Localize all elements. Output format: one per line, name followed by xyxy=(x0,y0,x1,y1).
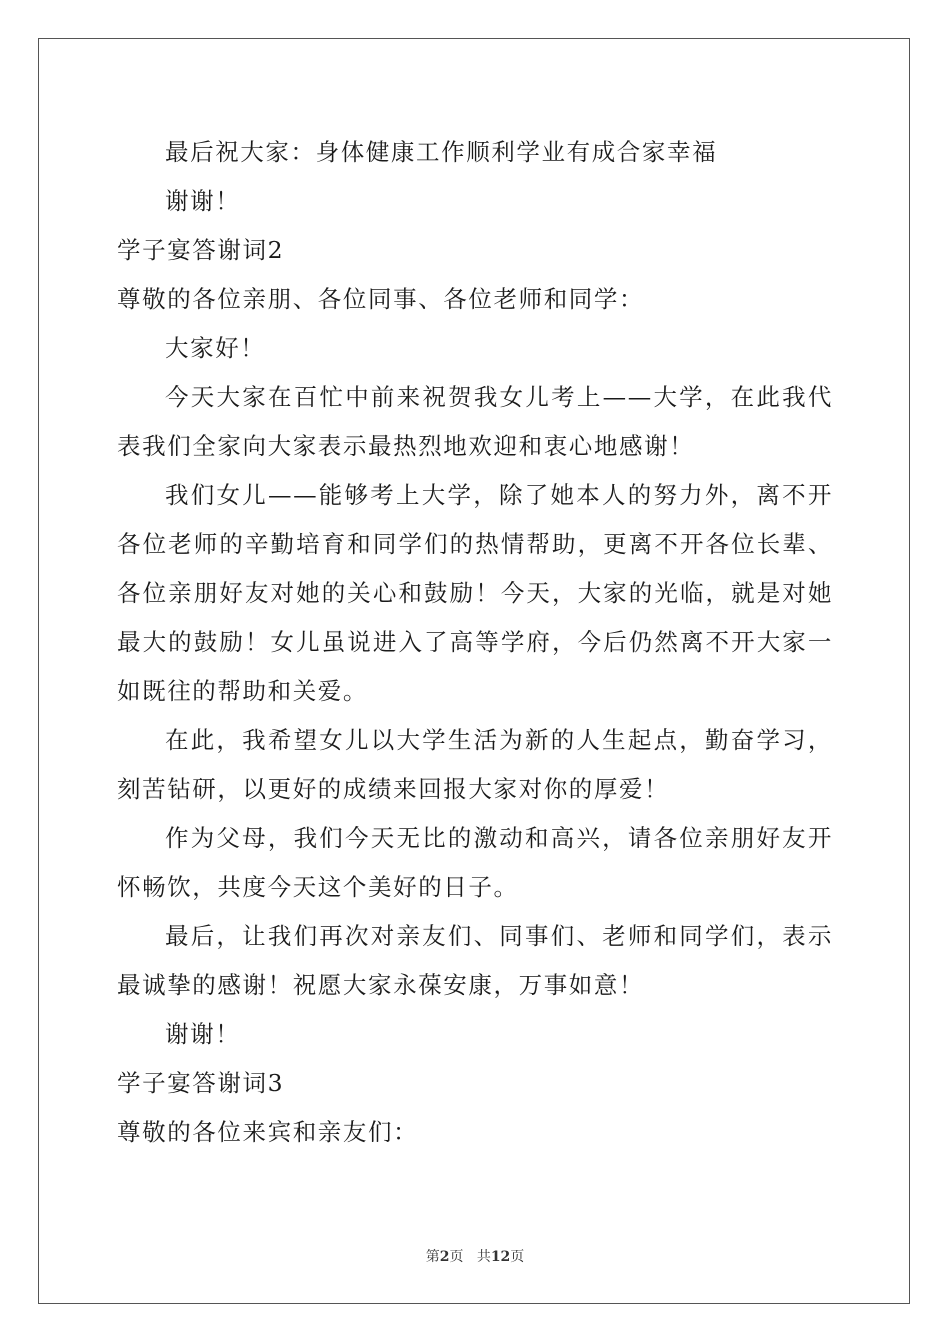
paragraph-hope: 在此，我希望女儿以大学生活为新的人生起点，勤奋学习，刻苦钻研，以更好的成绩来回报大家对你的厚爱！ xyxy=(117,726,833,803)
footer-prefix: 第 xyxy=(425,1249,440,1265)
paragraph-final-thanks: 最后，让我们再次对亲友们、同事们、老师和同学们，表示最诚挚的感谢！祝愿大家永葆安康，万事如意！ xyxy=(117,922,833,999)
footer-current-page: 2 xyxy=(439,1249,450,1265)
paragraph-salutation: 尊敬的各位亲朋、各位同事、各位老师和同学： xyxy=(117,285,645,313)
paragraph-thanks: 谢谢！ xyxy=(165,187,241,215)
footer-total-suffix: 页 xyxy=(510,1249,525,1265)
paragraph-greeting: 大家好！ xyxy=(165,334,266,362)
paragraph-thanks-2: 谢谢！ xyxy=(165,1020,241,1048)
section-heading-2: 学子宴答谢词2 xyxy=(117,236,285,264)
paragraph-closing-wishes: 最后祝大家：身体健康工作顺利学业有成合家幸福 xyxy=(165,138,718,166)
section-heading-3: 学子宴答谢词3 xyxy=(117,1069,285,1097)
paragraph-gratitude: 我们女儿——能够考上大学，除了她本人的努力外，离不开各位老师的辛勤培育和同学们的热情帮助，更离不开各位长辈、各位亲朋好友对她的关心和鼓励！今天，大家的光临，就是对她最大的鼓励！女儿虽说进入了高等学府，今后仍然离不开大家一如既往的帮助和关爱。 xyxy=(117,481,833,705)
page-footer xyxy=(0,1248,950,1266)
footer-page-suffix: 页 xyxy=(449,1249,464,1265)
paragraph-welcome: 今天大家在百忙中前来祝贺我女儿考上——大学，在此我代表我们全家向大家表示最热烈地欢迎和衷心地感谢！ xyxy=(117,383,833,460)
paragraph-invitation: 作为父母，我们今天无比的激动和高兴，请各位亲朋好友开怀畅饮，共度今天这个美好的日子。 xyxy=(117,824,833,901)
footer-total-prefix: 共 xyxy=(476,1249,491,1265)
paragraph-salutation-3: 尊敬的各位来宾和亲友们： xyxy=(117,1118,419,1146)
footer-total-pages: 12 xyxy=(490,1249,511,1265)
document-body xyxy=(117,128,833,1157)
